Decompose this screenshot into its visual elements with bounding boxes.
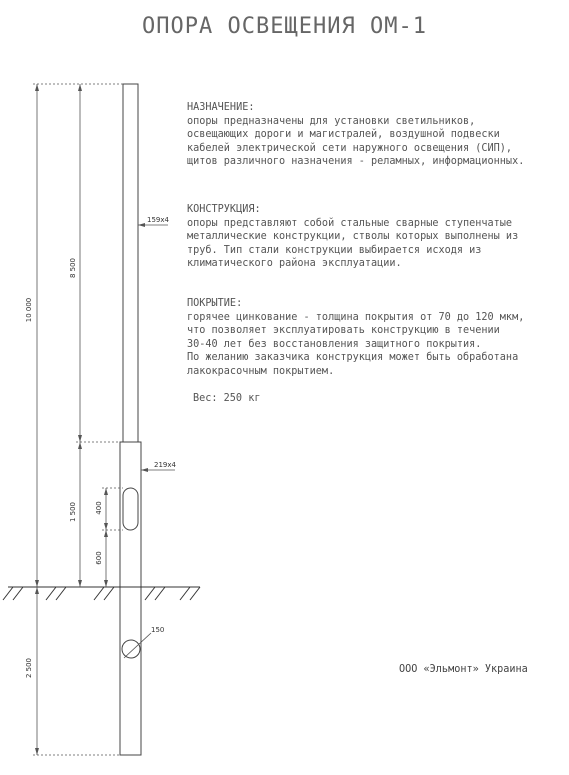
- dim-hole: 150: [151, 626, 165, 634]
- construction-text: опоры представляют собой стальные сварные ступенчатые металлические конструкции, стволы которых выполнены из труб. Тип стали конструкции выбирается исходя из климатического района эксплуатации.: [187, 217, 519, 270]
- dim-hatch-height: 400: [95, 501, 103, 515]
- dim-lower-pipe: 219x4: [154, 461, 176, 469]
- dim-upper-section: 8 500: [69, 257, 77, 279]
- purpose-text: опоры предназначены для установки светильников, освещающих дороги и магистралей, воздушной подвески кабелей электрической сети наружного освещения (СИП), щитов различного назначения - реламных, информационных.: [187, 115, 525, 168]
- dim-upper-pipe: 159x4: [147, 216, 169, 224]
- page-title: ОПОРА ОСВЕЩЕНИЯ ОМ-1: [142, 14, 427, 39]
- cable-hole: [122, 640, 140, 658]
- dim-hatch-offset: 600: [95, 551, 103, 565]
- service-hatch: [123, 488, 138, 530]
- dim-total-height: 10 000: [25, 297, 33, 323]
- coating-text: горячее цинкование - толщина покрытия от 70 до 120 мкм, что позволяет эксплуатировать конструкцию в течении 30-40 лет без восстановления защитного покрытия. По желанию заказчика конструкция может быть обработана лакокрасочным покрытием.: [187, 311, 525, 377]
- ground-line: [3, 587, 200, 600]
- lower-pole-section: [120, 442, 141, 755]
- dim-underground: 2 500: [25, 657, 33, 679]
- purpose-heading: НАЗНАЧЕНИЕ:: [187, 102, 255, 113]
- construction-heading: КОНСТРУКЦИЯ:: [187, 204, 261, 215]
- coating-heading: ПОКРЫТИЕ:: [187, 298, 243, 309]
- dim-lower-section: 1 500: [69, 501, 77, 523]
- company-label: ООО «Эльмонт» Украина: [399, 664, 528, 675]
- weight-label: Вес: 250 кг: [193, 393, 261, 404]
- upper-pole-section: [123, 84, 138, 442]
